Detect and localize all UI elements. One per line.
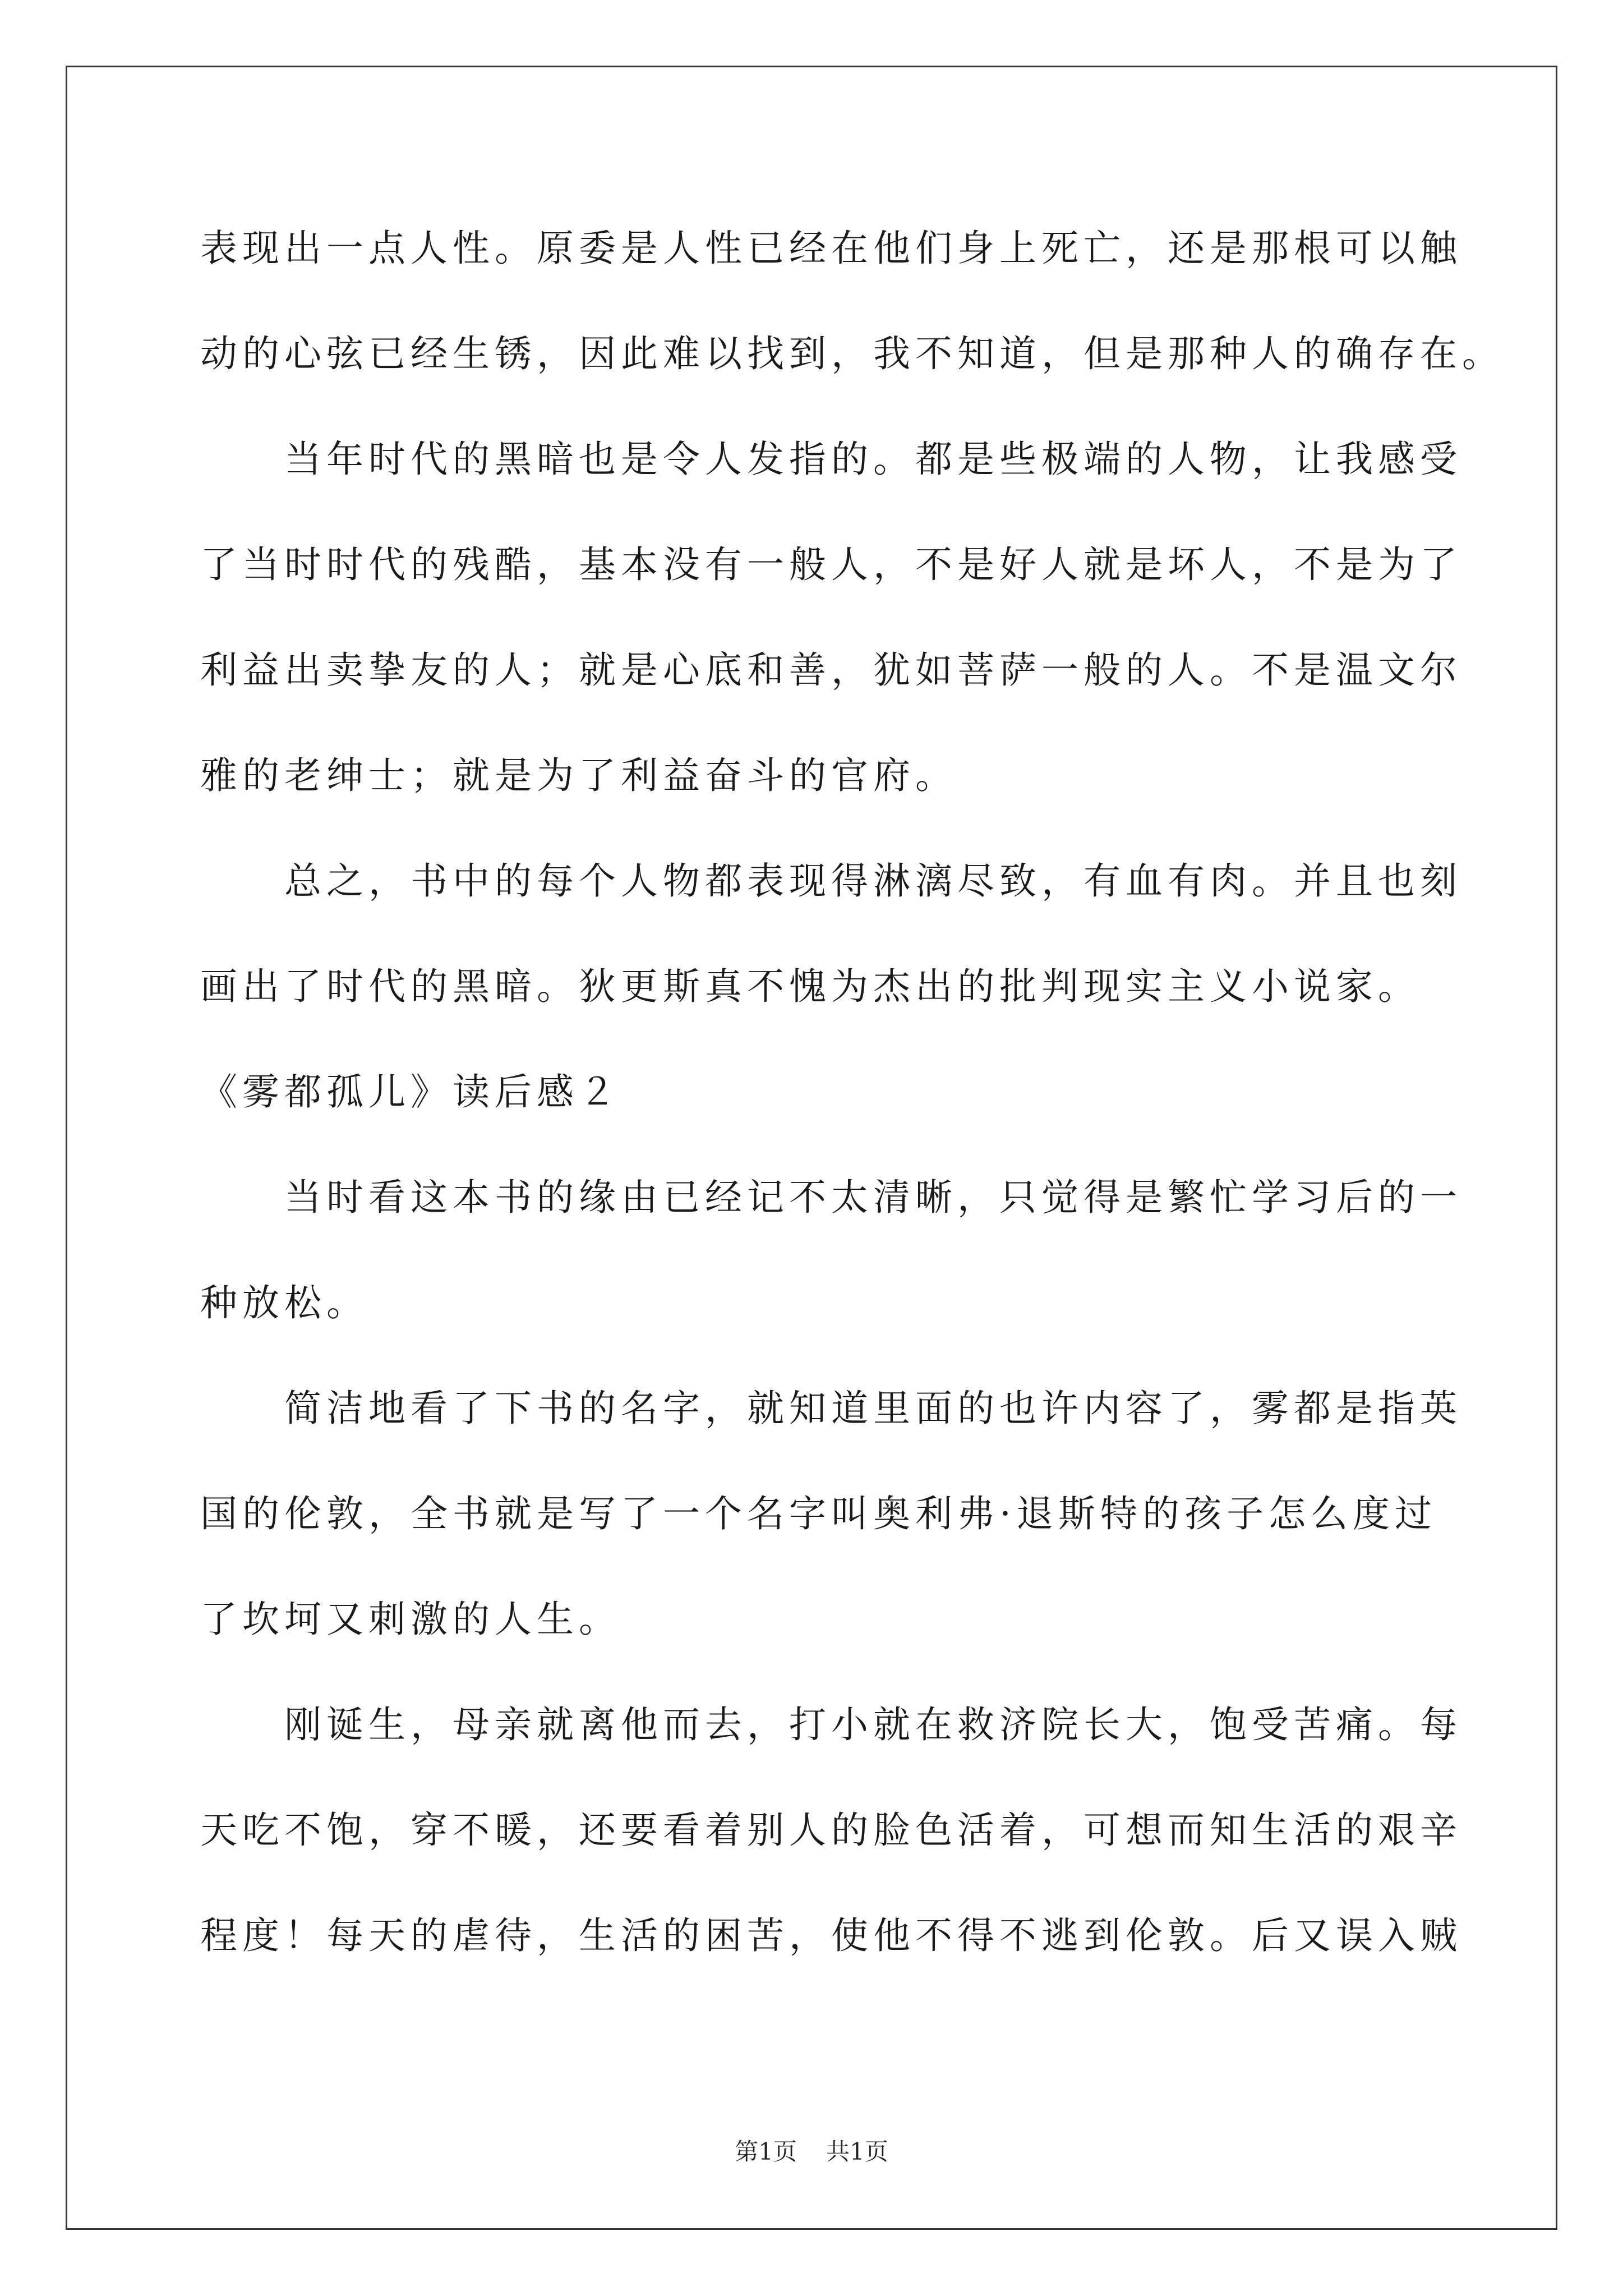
text-line-17: 程度！每天的虐待，生活的困苦，使他不得不逃到伦敦。后又误入贼	[200, 1914, 1462, 1957]
text-line-1: 表现出一点人性。原委是人性已经在他们身上死亡，还是那根可以触	[200, 227, 1462, 270]
text-line-2: 动的心弦已经生锈，因此难以找到，我不知道，但是那种人的确存在。	[200, 332, 1504, 375]
text-line-5: 利益出卖挚友的人；就是心底和善，犹如菩萨一般的人。不是温文尔	[200, 648, 1462, 692]
text-line-4: 了当时时代的残酷，基本没有一般人，不是好人就是坏人，不是为了	[200, 543, 1462, 586]
text-line-15: 刚诞生，母亲就离他而去，打小就在救济院长大，饱受苦痛。每	[284, 1703, 1462, 1746]
text-line-13: 国的伦敦，全书就是写了一个名字叫奥利弗·退斯特的孩子怎么度过	[200, 1492, 1437, 1535]
text-line-12: 简洁地看了下书的名字，就知道里面的也许内容了，雾都是指英	[284, 1387, 1462, 1430]
text-line-10: 当时看这本书的缘由已经记不太清晰，只觉得是繁忙学习后的一	[284, 1176, 1462, 1219]
page-footer	[0, 2135, 1623, 2169]
text-line-6: 雅的老绅士；就是为了利益奋斗的官府。	[200, 754, 957, 797]
text-line-8: 画出了时代的黑暗。狄更斯真不愧为杰出的批判现实主义小说家。	[200, 965, 1420, 1008]
text-line-3: 当年时代的黑暗也是令人发指的。都是些极端的人物，让我感受	[284, 438, 1462, 481]
text-line-11: 种放松。	[200, 1281, 368, 1324]
section-heading: 《雾都孤儿》读后感２	[200, 1070, 621, 1114]
text-line-7: 总之，书中的每个人物都表现得淋漓尽致，有血有肉。并且也刻	[284, 859, 1462, 903]
document-body	[200, 215, 1504, 2008]
text-line-16: 天吃不饱，穿不暖，还要看着别人的脸色活着，可想而知生活的艰辛	[200, 1809, 1462, 1852]
text-line-14: 了坎坷又刺激的人生。	[200, 1598, 621, 1641]
page-number: 第1页	[735, 2138, 797, 2165]
page-total: 共1页	[826, 2138, 888, 2165]
